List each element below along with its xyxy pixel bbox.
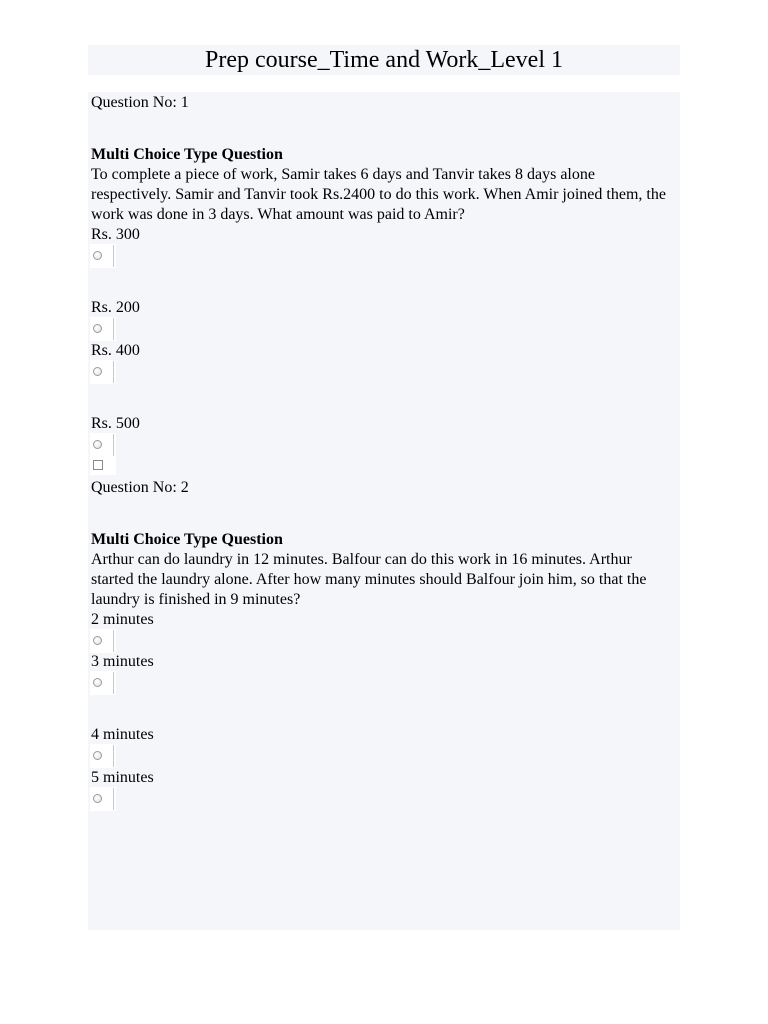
divider: [113, 318, 114, 340]
page-title: Prep course_Time and Work_Level 1: [88, 45, 680, 75]
question-number: Question No: 1: [91, 94, 189, 111]
divider: [113, 361, 114, 383]
divider: [113, 788, 114, 810]
option-radio-q2-a[interactable]: [90, 629, 116, 653]
radio-button-icon[interactable]: [93, 794, 102, 803]
divider: [113, 745, 114, 767]
option-label: Rs. 300: [91, 226, 140, 243]
question-number: Question No: 2: [91, 479, 189, 496]
option-label: 2 minutes: [91, 611, 154, 628]
radio-button-icon[interactable]: [93, 751, 102, 760]
mark-checkbox[interactable]: [90, 457, 116, 475]
option-label: 3 minutes: [91, 653, 154, 670]
option-radio-q1-b[interactable]: [90, 317, 116, 341]
option-radio-q1-c[interactable]: [90, 360, 116, 384]
radio-button-icon[interactable]: [93, 251, 102, 260]
divider: [113, 672, 114, 694]
radio-button-icon[interactable]: [93, 636, 102, 645]
quiz-panel: [88, 92, 680, 930]
option-radio-q2-b[interactable]: [90, 671, 116, 695]
option-label: 4 minutes: [91, 726, 154, 743]
option-label: Rs. 500: [91, 415, 140, 432]
divider: [113, 245, 114, 267]
question-type: Multi Choice Type Question: [91, 146, 283, 163]
option-radio-q2-c[interactable]: [90, 744, 116, 768]
option-label: 5 minutes: [91, 769, 154, 786]
option-label: Rs. 200: [91, 299, 140, 316]
divider: [113, 630, 114, 652]
option-radio-q1-a[interactable]: [90, 244, 116, 268]
option-radio-q2-d[interactable]: [90, 787, 116, 811]
radio-button-icon[interactable]: [93, 440, 102, 449]
option-label: Rs. 400: [91, 342, 140, 359]
divider: [113, 434, 114, 456]
question-text: Arthur can do laundry in 12 minutes. Balfour can do this work in 16 minutes. Arthur started the laundry alone. After how many minutes should Balfour join him, so that the laundry is finished in 9 minutes?: [91, 551, 647, 608]
radio-button-icon[interactable]: [93, 367, 102, 376]
option-radio-q1-d[interactable]: [90, 433, 116, 457]
radio-button-icon[interactable]: [93, 324, 102, 333]
question-text: To complete a piece of work, Samir takes 6 days and Tanvir takes 8 days alone respectively. Samir and Tanvir took Rs.2400 to do this work. When Amir joined them, the work was done in 3 days. What amount was paid to Amir?: [91, 166, 666, 223]
radio-button-icon[interactable]: [93, 678, 102, 687]
question-type: Multi Choice Type Question: [91, 531, 283, 548]
checkbox-icon[interactable]: [93, 460, 103, 470]
